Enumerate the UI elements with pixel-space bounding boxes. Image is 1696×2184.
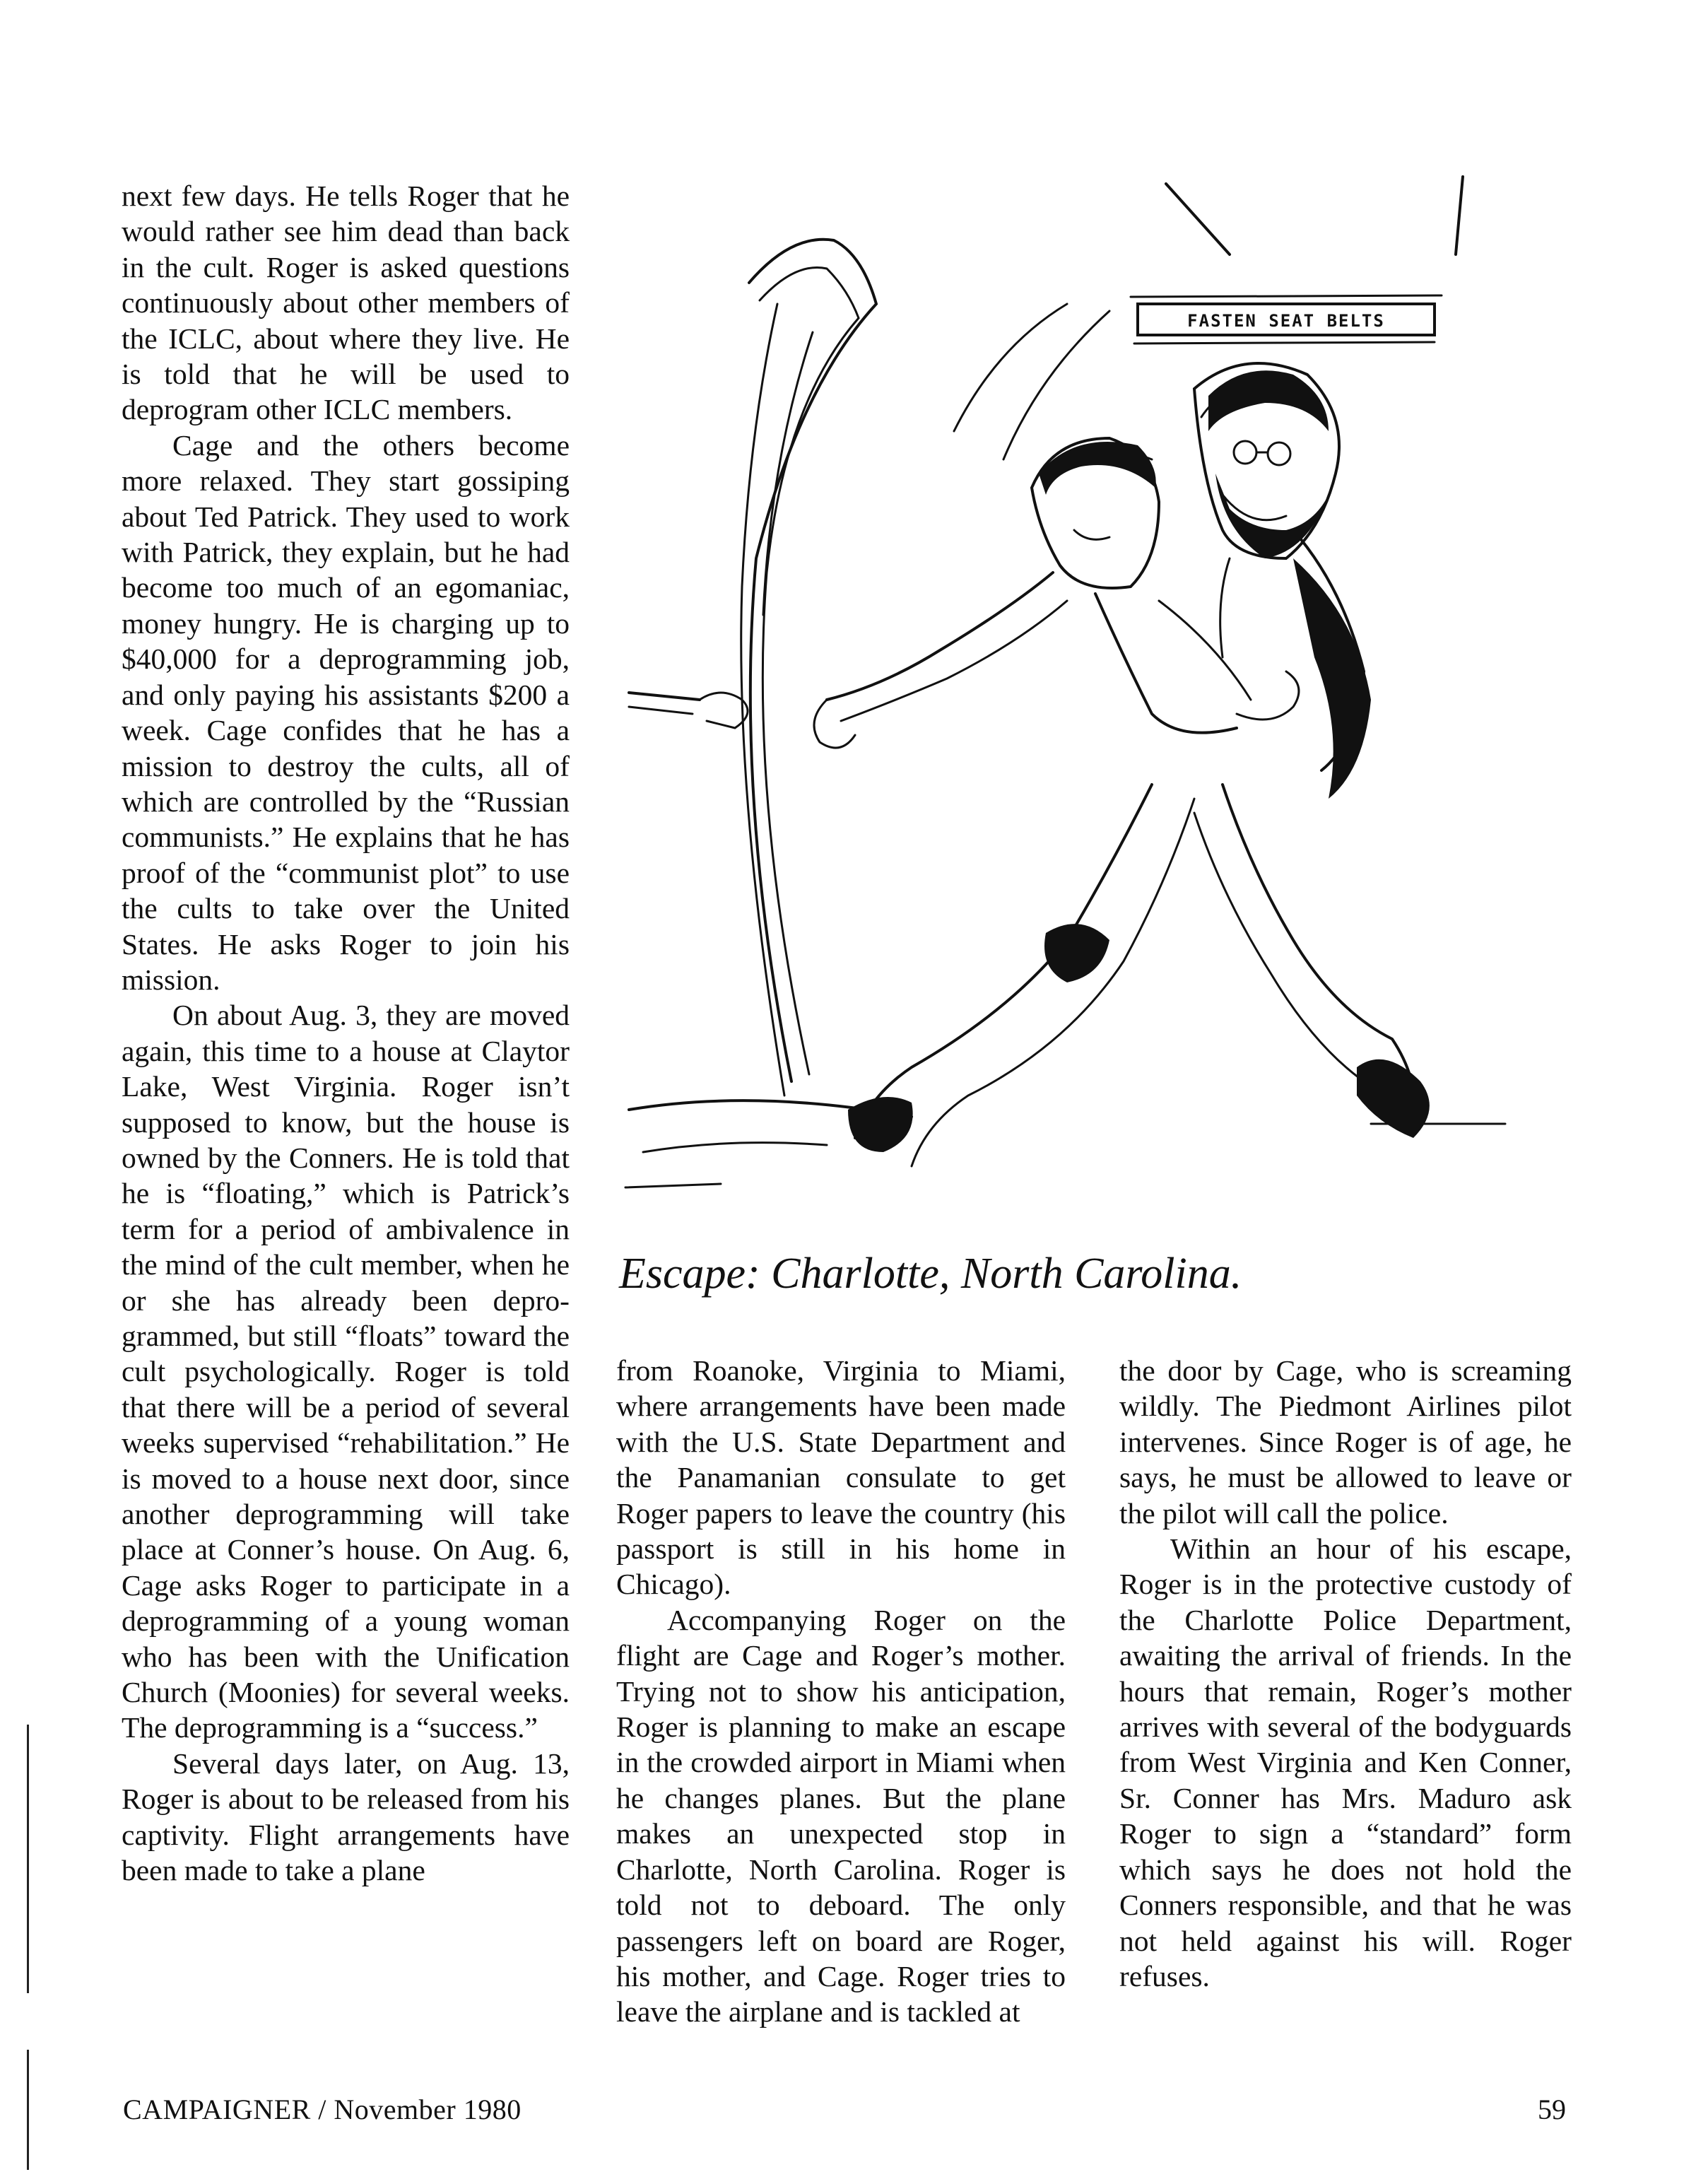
paragraph: the door by Cage, who is screaming wildly. The Piedmont Airlines pilot intervenes. Since Roger is of age, he says, he must be allowed to leave or the pilot will call the police. bbox=[1119, 1354, 1572, 1530]
page-number: 59 bbox=[1538, 2094, 1566, 2125]
paragraph: next few days. He tells Roger that he would rather see him dead than back in the cult. Roger is asked questions continuously about other members of the ICLC, about where they live. He is told that he will be used to deprogram other ICLC members. bbox=[122, 180, 570, 426]
paragraph: Cage and the others become more relaxed. They start gossiping about Ted Patrick. They used to work with Patrick, they explain, but he had become too much of an egomaniac, money hungry. He is charging up to $40,000 for a deprogramming job, and only paying his assistants $200 a week. Cage confides that he has a mission to destroy the cults, all of which are controlled by the “Russian communists.” He explains that he has proof of the “communist plot” to use the cults to take over the United States. He asks Roger to join his mission. bbox=[122, 428, 570, 996]
left-margin-rule-bottom bbox=[27, 2050, 29, 2170]
paragraph: Accompanying Roger on the flight are Cage and Roger’s mother. Trying not to show his anticipation, Roger is planning to make an escape in the crowded airport in Miami when he changes planes. But the plane makes an unexpected stop in Charlotte, North Carolina. Roger is told not to deboard. The only passengers left on board are Roger, his mother, and Cage. Roger tries to leave the airplane and is tackled at bbox=[616, 1603, 1066, 2029]
paragraph: Within an hour of his escape, Roger is in the protective custody of the Charlotte Police Department, awaiting the arrival of friends. In the hours that remain, Roger’s mother arrives with several of the bodyguards from West Virginia and Ken Conner, Sr. Conner has Mrs. Maduro ask Roger to sign a “standard” form which says he does not hold the Conners responsible, and that he was not held against his will. Roger refuses. bbox=[1119, 1532, 1572, 1992]
article-column-3 bbox=[1119, 1353, 1572, 1994]
fasten-seat-belts-sign: FASTEN SEAT BELTS bbox=[1187, 311, 1385, 331]
illustration-caption: Escape: Charlotte, North Carolina. bbox=[619, 1250, 1242, 1298]
article-column-2 bbox=[616, 1353, 1066, 2030]
left-margin-rule-top bbox=[27, 1725, 29, 1993]
article-column-1 bbox=[122, 178, 570, 1889]
escape-illustration bbox=[615, 163, 1519, 1223]
paragraph: On about Aug. 3, they are moved again, this time to a house at Claytor Lake, West Virginia. Roger isn’t supposed to know, but the house is owned by the Conners. He is told that he is “floating,” which is Patrick’s term for a period of ambivalence in the mind of the cult member, when he or she has already been deprogrammed, but still “floats” toward the cult psychologically. Roger is told that there will be a period of several weeks supervised “rehabilitation.” He is moved to a house next door, since another deprogramming will take place at Conner’s house. On Aug. 6, Cage asks Roger to participate in a deprogramming of a young woman who has been with the Unification Church (Moonies) for several weeks. The deprogramming is a “success.” bbox=[122, 999, 570, 1744]
paragraph: from Roanoke, Virginia to Miami, where arrangements have been made with the U.S. State Department and the Panamanian consulate to get Roger papers to leave the country (his passport is still in his home in Chicago). bbox=[616, 1354, 1066, 1601]
paragraph: Several days later, on Aug. 13, Roger is about to be released from his captivity. Flight arrangements have been made to take a plane bbox=[122, 1746, 570, 1887]
publication-footer: CAMPAIGNER / November 1980 bbox=[123, 2094, 522, 2125]
